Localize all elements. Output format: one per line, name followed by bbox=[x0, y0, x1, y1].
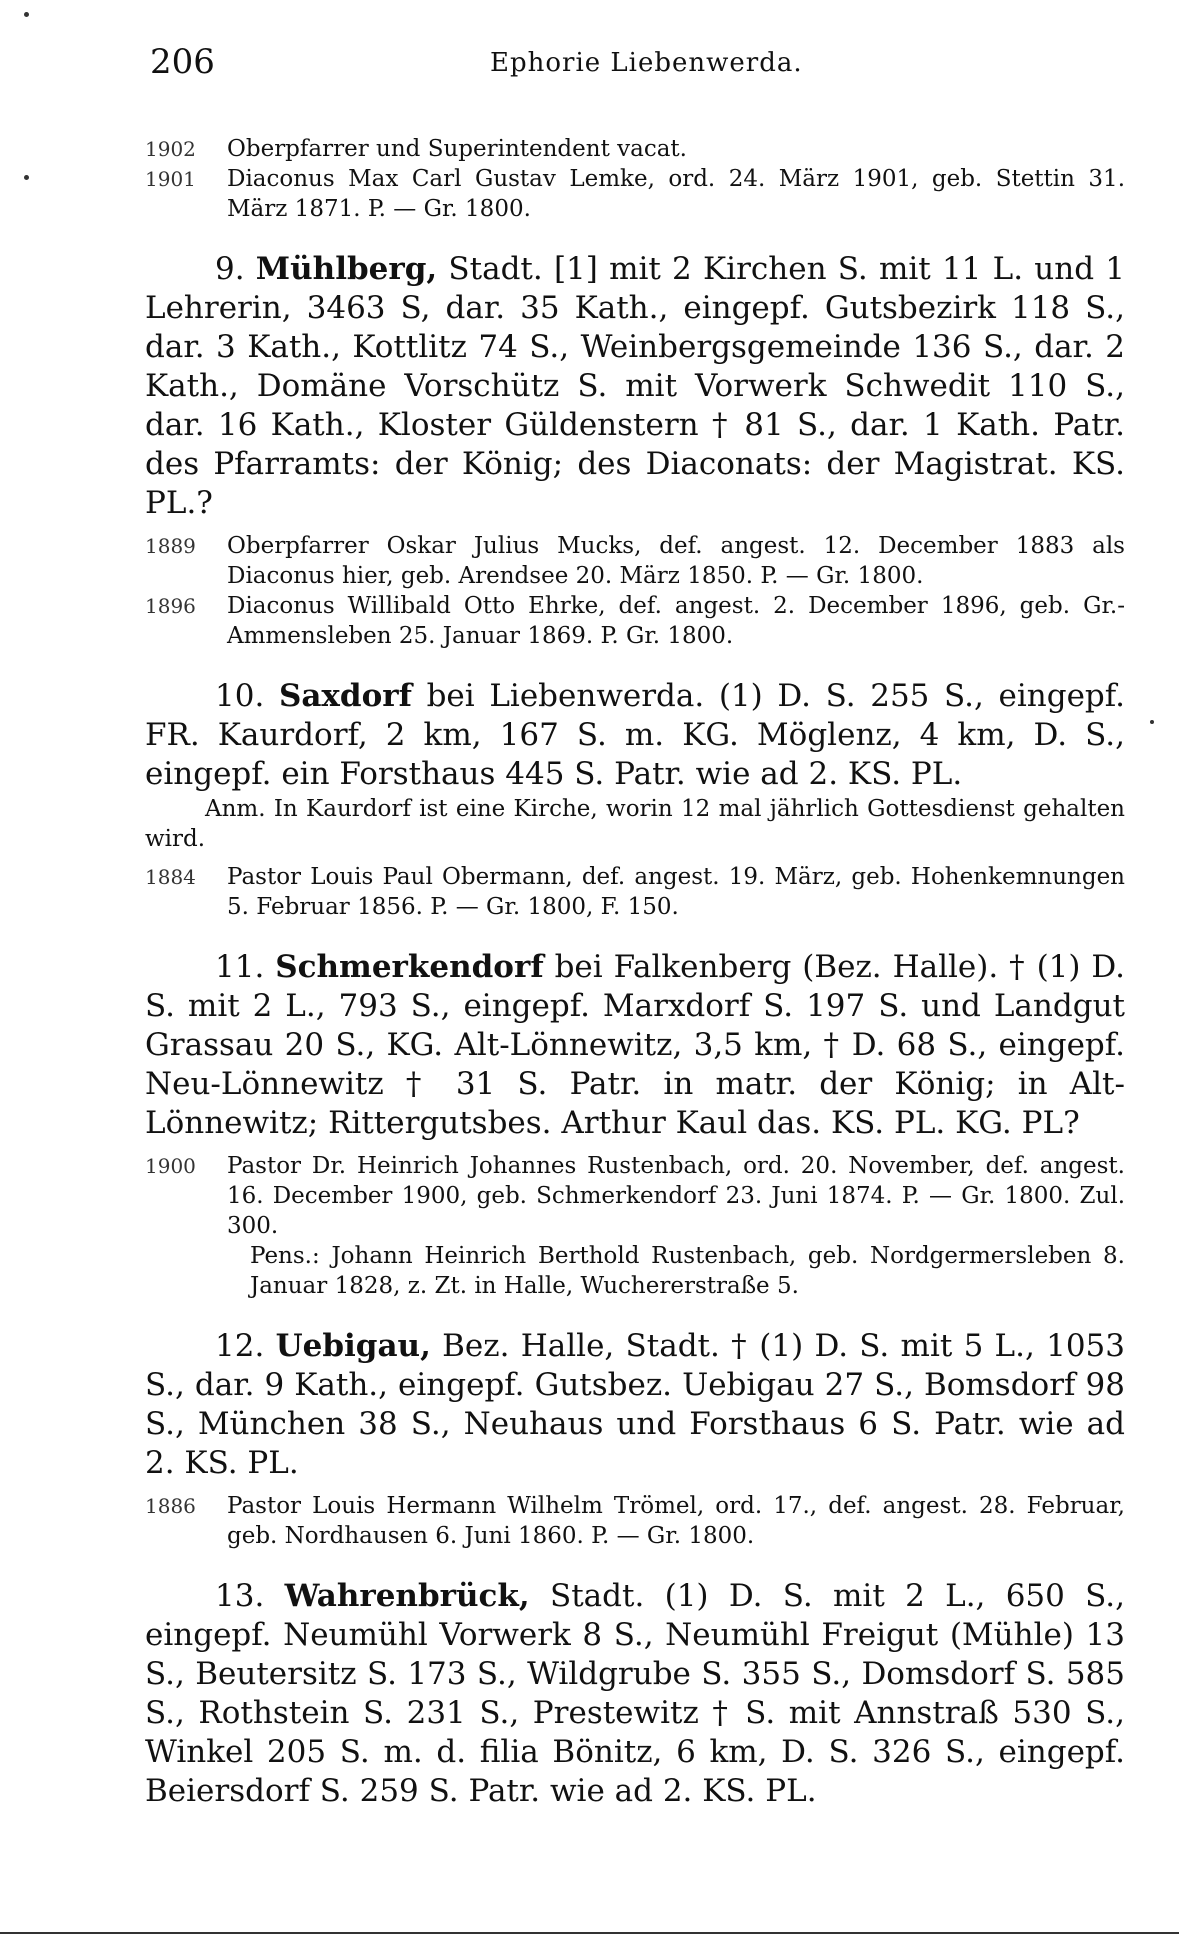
clergy-entry bbox=[145, 164, 1125, 224]
clergy-entry bbox=[145, 591, 1125, 651]
bottom-rule bbox=[0, 1932, 1179, 1934]
entry-year: 1896 bbox=[145, 594, 196, 618]
entry-year: 1889 bbox=[145, 534, 196, 558]
parish-section-11 bbox=[145, 948, 1125, 1143]
section-number: 12. bbox=[215, 1328, 265, 1364]
note-text: Anm. In Kaurdorf ist eine Kirche, worin 12 mal jährlich Gottesdienst gehalten wird. bbox=[145, 796, 1125, 852]
section-text: Stadt. [1] mit 2 Kirchen S. mit 11 L. und 1 Lehrerin, 3463 S, dar. 35 Kath., eingepf. Gutsbezirk 118 S., dar. 3 Kath., Kottlitz 74 S., Weinbergsgemeinde 136 S., dar. 2 Kath., Domäne Vorschütz S. mit Vorwerk Schwedit 110 S., dar. 16 Kath., Kloster Güldenstern † 81 S., dar. 1 Kath. Patr. des Pfarramts: der König; des Diaconats: der Magistrat. KS. PL.? bbox=[145, 251, 1125, 521]
page-header bbox=[140, 42, 1040, 92]
place-name: Wahrenbrück, bbox=[284, 1578, 530, 1614]
place-name: Mühlberg, bbox=[255, 251, 438, 287]
entry-year: 1884 bbox=[145, 865, 196, 889]
place-name: Schmerkendorf bbox=[275, 949, 544, 985]
running-title: Ephorie Liebenwerda. bbox=[490, 48, 803, 78]
clergy-entry bbox=[145, 134, 1125, 164]
place-name: Saxdorf bbox=[278, 678, 412, 714]
page-body bbox=[0, 134, 1179, 1811]
parish-section-13 bbox=[145, 1577, 1125, 1811]
pension-text: Pens.: Johann Heinrich Berthold Rustenbach, geb. Nordgermersleben 8. Januar 1828, z. Zt. in Halle, Wuchererstraße 5. bbox=[250, 1243, 1125, 1299]
page-number: 206 bbox=[150, 42, 215, 82]
entry-year: 1901 bbox=[145, 167, 196, 191]
entry-text: Pastor Louis Hermann Wilhelm Trömel, ord. 17., def. angest. 28. Februar, geb. Nordhausen 6. Juni 1860. P. — Gr. 1800. bbox=[227, 1493, 1125, 1549]
entry-text: Oberpfarrer Oskar Julius Mucks, def. angest. 12. December 1883 als Diaconus hier, geb. Arendsee 20. März 1850. P. — Gr. 1800. bbox=[227, 533, 1125, 589]
clergy-entry bbox=[145, 531, 1125, 591]
place-name: Uebigau, bbox=[275, 1328, 431, 1364]
pension-note bbox=[250, 1241, 1125, 1301]
section-text: bei Falkenberg (Bez. Halle). † (1) D. S. mit 2 L., 793 S., eingepf. Marxdorf S. 197 S. und Landgut Grassau 20 S., KG. Alt-Lönnewitz, 3,5 km, † D. 68 S., eingepf. Neu-Lönnewitz † 31 S. Patr. in matr. der König; in Alt-Lönnewitz; Rittergutsbes. Arthur Kaul das. KS. PL. KG. PL? bbox=[145, 949, 1126, 1141]
parish-section-12 bbox=[145, 1327, 1125, 1483]
section-number: 10. bbox=[215, 678, 265, 714]
section-number: 11. bbox=[215, 949, 265, 985]
section-number: 13. bbox=[215, 1578, 265, 1614]
annotation-note bbox=[145, 794, 1125, 854]
entry-text: Oberpfarrer und Superintendent vacat. bbox=[227, 136, 687, 162]
clergy-entry bbox=[145, 1151, 1125, 1241]
clergy-entry bbox=[145, 1491, 1125, 1551]
entry-text: Pastor Dr. Heinrich Johannes Rustenbach, ord. 20. November, def. angest. 16. December 1900, geb. Schmerkendorf 23. Juni 1874. P. — Gr. 1800. Zul. 300. bbox=[227, 1153, 1125, 1239]
parish-section-10 bbox=[145, 677, 1125, 794]
section-text: Stadt. (1) D. S. mit 2 L., 650 S., eingepf. Neumühl Vorwerk 8 S., Neumühl Freigut (Mühle) 13 S., Beutersitz S. 173 S., Wildgrube S. 355 S., Domsdorf S. 585 S., Rothstein S. 231 S., Prestewitz † S. mit Annstraß 530 S., Winkel 205 S. m. d. filia Bönitz, 6 km, D. S. 326 S., eingepf. Beiersdorf S. 259 S. Patr. wie ad 2. KS. PL. bbox=[145, 1578, 1126, 1809]
section-text: bei Liebenwerda. (1) D. S. 255 S., eingepf. FR. Kaurdorf, 2 km, 167 S. m. KG. Möglenz, 4 km, D. S., eingepf. ein Forsthaus 445 S. Patr. wie ad 2. KS. PL. bbox=[145, 678, 1125, 792]
margin-dot bbox=[24, 12, 29, 17]
section-text: Bez. Halle, Stadt. † (1) D. S. mit 5 L., 1053 S., dar. 9 Kath., eingepf. Gutsbez. Uebigau 27 S., Bomsdorf 98 S., München 38 S., Neuhaus und Forsthaus 6 S. Patr. wie ad 2. KS. PL. bbox=[145, 1328, 1125, 1481]
entry-year: 1900 bbox=[145, 1154, 196, 1178]
entry-text: Diaconus Willibald Otto Ehrke, def. angest. 2. December 1896, geb. Gr.-Ammensleben 25. Januar 1869. P. Gr. 1800. bbox=[227, 593, 1125, 649]
entry-year: 1902 bbox=[145, 137, 196, 161]
entry-text: Pastor Louis Paul Obermann, def. angest. 19. März, geb. Hohenkemnungen 5. Februar 1856. P. — Gr. 1800, F. 150. bbox=[227, 864, 1125, 920]
entry-year: 1886 bbox=[145, 1494, 196, 1518]
entry-text: Diaconus Max Carl Gustav Lemke, ord. 24. März 1901, geb. Stettin 31. März 1871. P. — Gr. 1800. bbox=[227, 166, 1125, 222]
section-number: 9. bbox=[215, 251, 245, 287]
clergy-entry bbox=[145, 862, 1125, 922]
parish-section-9 bbox=[145, 250, 1125, 523]
